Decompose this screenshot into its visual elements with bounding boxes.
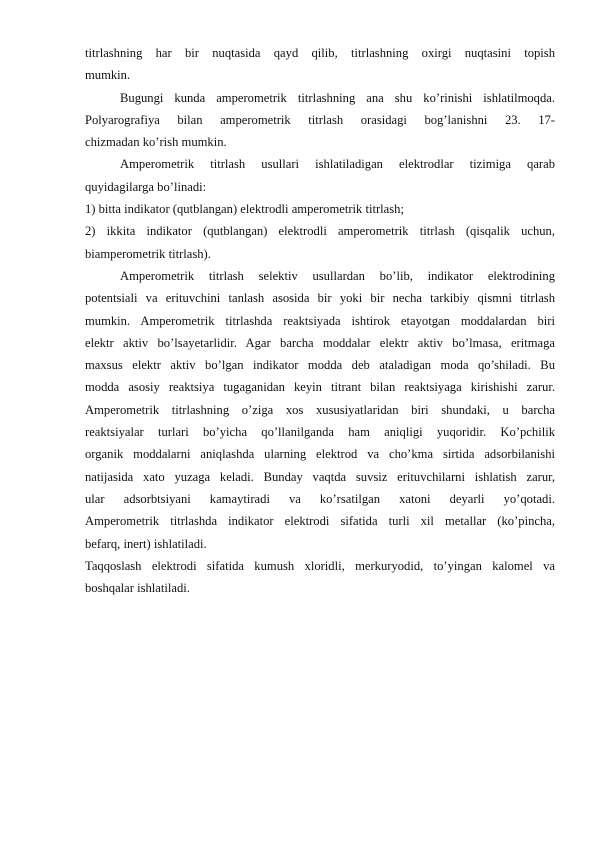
paragraph-line: boshqalar ishlatiladi. [85,581,190,596]
paragraph-line: Amperometrik titrlash usullari ishlatiladigan elektrodlar tizimiga qarab [120,157,555,172]
paragraph-line: mumkin. Amperometrik titrlashda reaktsiyada ishtirok etayotgan moddalardan biri [85,313,555,328]
paragraph-line: maxsus elektr aktiv bo’lgan indikator modda deb ataladigan moda qo’shiladi. Bu [85,358,555,373]
paragraph-line: Amperometrik titrlashda indikator elektrodi sifatida turli xil metallar (ko’pincha, [85,514,555,529]
paragraph-line: organik moddalarni aniqlashda ularning elektrod va cho’kma sirtida adsorbilanishi [85,447,555,462]
paragraph-line: Amperometrik titrlash selektiv usullardan bo’lib, indikator elektrodining [120,268,555,283]
paragraph-line: befarq, inert) ishlatiladi. [85,536,207,551]
paragraph-line: titrlashning har bir nuqtasida qayd qilib, titrlashning oxirgi nuqtasini topish [85,46,555,60]
paragraph-line: Polyarografiya bilan amperometrik titrlash orasidagi bog’lanishni 23. 17- [85,112,555,127]
document-page [85,42,555,599]
paragraph-line: mumkin. [85,68,131,83]
paragraph-line: potentsiali va erituvchini tanlash asosida bir yoki bir necha tarkibiy qismni titrlash [85,291,555,306]
paragraph-line: chizmadan ko’rish mumkin. [85,135,227,150]
paragraph-line: Bugungi kunda amperometrik titrlashning ana shu ko’rinishi ishlatilmoqda. [120,90,555,105]
list-item: 1) bitta indikator (qutblangan) elektrodli amperometrik titrlash; [85,202,404,217]
paragraph-line: quyidagilarga bo’linadi: [85,179,207,194]
paragraph-line: ular adsorbtsiyani kamaytiradi va ko’rsatilgan xatoni deyarli yo’qotadi. [85,491,555,506]
paragraph-line: modda asosiy reaktsiya tugaganidan keyin titrant bilan reaktsiyaga kirishishi zarur. [85,380,555,395]
paragraph-line: Taqqoslash elektrodi sifatida kumush xloridli, merkuryodid, to’yingan kalomel va [85,558,555,573]
paragraph-line: Amperometrik titrlashning o’ziga xos xususiyatlaridan biri shundaki, u barcha [85,402,555,417]
paragraph-line: natijasida xato yuzaga keladi. Bunday vaqtda suvsiz erituvchilarni ishlatish zarur, [85,469,555,484]
list-item: 2) ikkita indikator (qutblangan) elektrodli amperometrik titrlash (qisqalik uchun, [85,224,555,239]
paragraph-line: elektr aktiv bo’lsayetarlidir. Agar barcha moddalar elektr aktiv bo’lmasa, eritmaga [85,335,555,350]
paragraph-line: reaktsiyalar turlari bo’yicha qo’llanilganda ham aniqligi yuqoridir. Ko’pchilik [85,425,555,440]
list-item: biamperometrik titrlash). [85,246,211,261]
